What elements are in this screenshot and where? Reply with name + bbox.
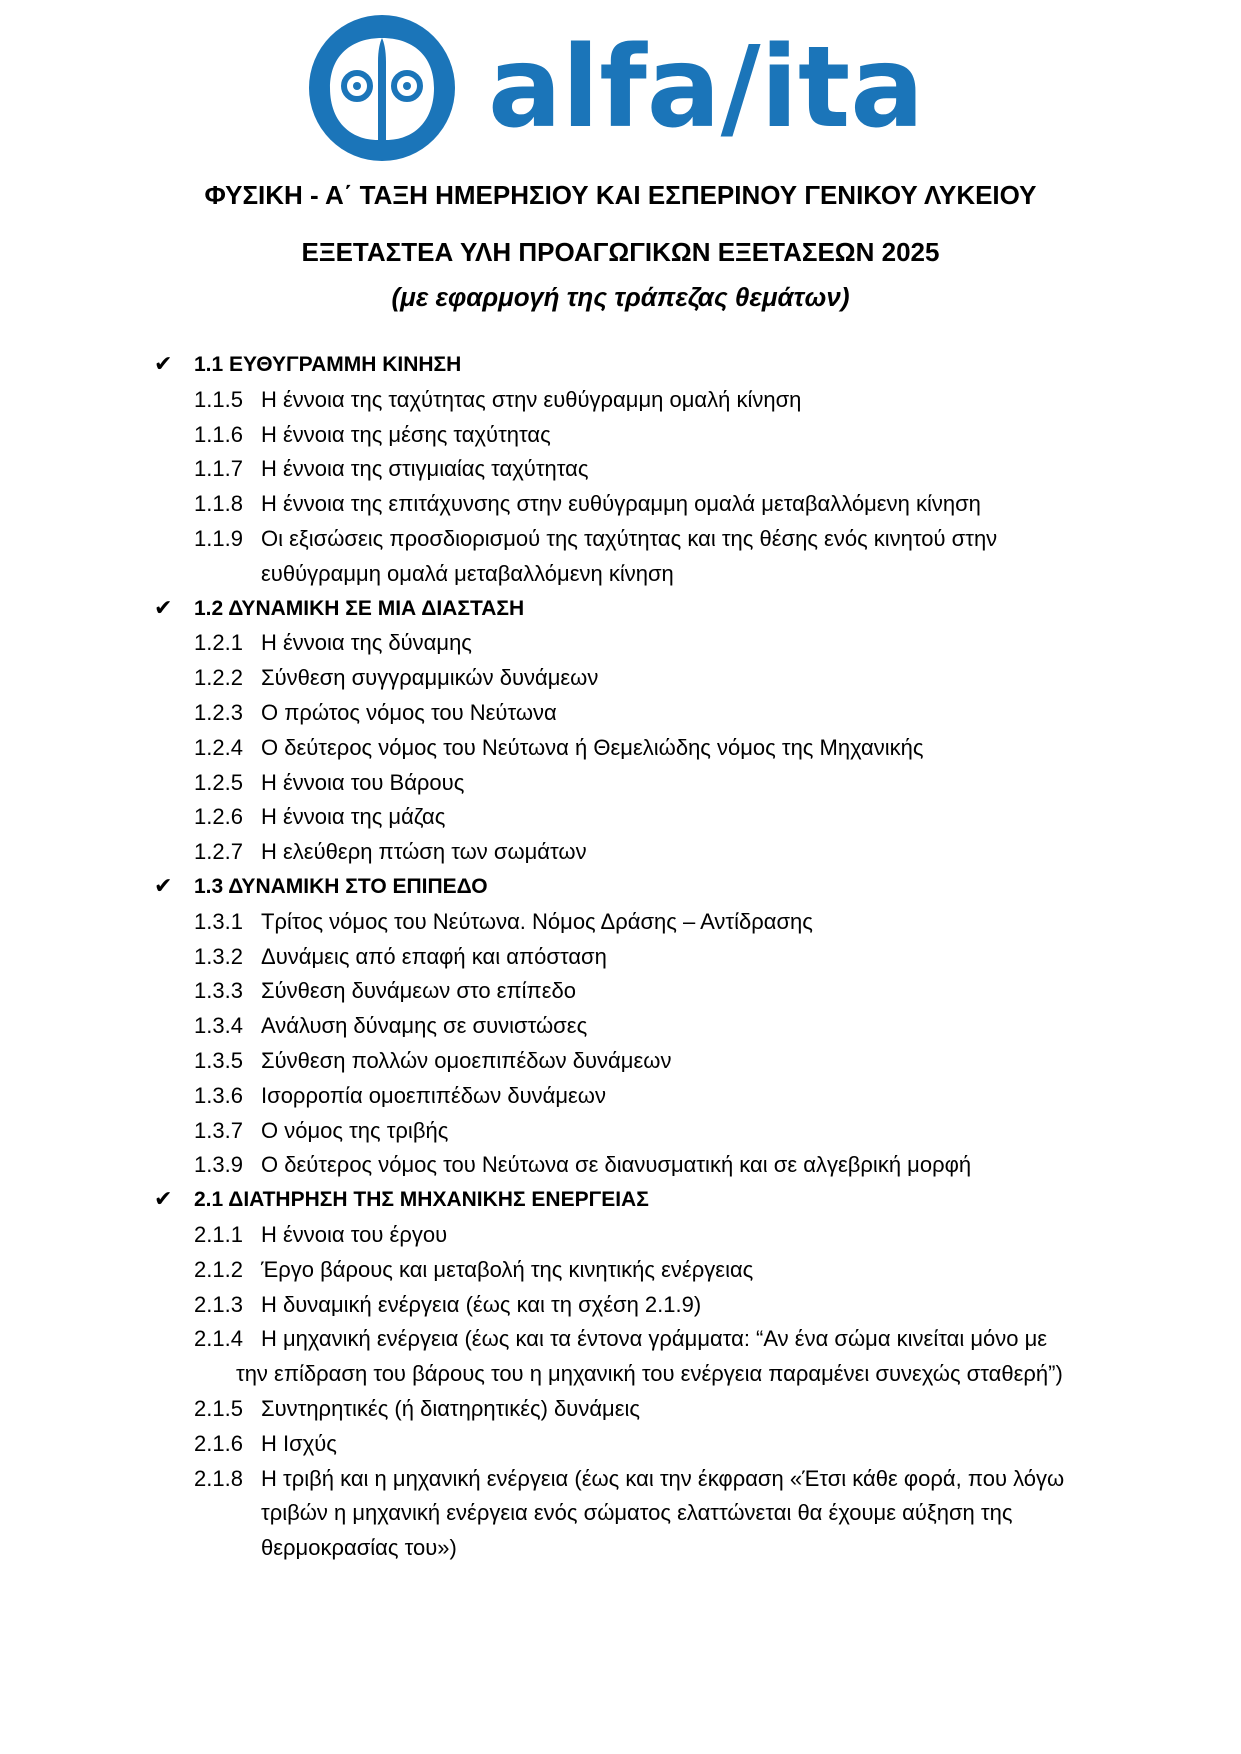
item-number: 1.2.4	[194, 735, 243, 760]
item-number: 2.1.3	[194, 1292, 243, 1317]
item-text: Η Ισχύς	[261, 1431, 337, 1456]
item-number: 1.3.5	[194, 1048, 243, 1073]
check-mark-icon: ✔	[154, 874, 173, 899]
item-number: 1.2.5	[194, 770, 243, 795]
item-number: 1.1.8	[194, 491, 243, 516]
item-number: 1.2.6	[194, 804, 243, 829]
item-text: Η έννοια της ταχύτητας στην ευθύγραμμη ομαλή κίνηση	[261, 387, 802, 412]
item-number: 1.3.1	[194, 909, 243, 934]
item-text: Η έννοια της μέσης ταχύτητας	[261, 422, 551, 447]
item-number: 1.3.2	[194, 944, 243, 969]
section-heading: 1.1 ΕΥΘΥΓΡΑΜΜΗ ΚΙΝΗΣΗ	[194, 353, 462, 376]
item-text: Ο νόμος της τριβής	[261, 1118, 449, 1143]
document-note: (με εφαρμογή της τράπεζας θεμάτων)	[391, 282, 850, 312]
item-text: Η δυναμική ενέργεια (έως και τη σχέση 2.1.9)	[261, 1292, 702, 1317]
item-text: Συντηρητικές (ή διατηρητικές) δυνάμεις	[261, 1396, 641, 1421]
item-number: 1.3.7	[194, 1118, 243, 1143]
item-number: 2.1.6	[194, 1431, 243, 1456]
item-text-continuation: την επίδραση του βάρους του η μηχανική του ενέργεια παραμένει συνεχώς σταθερή”)	[236, 1361, 1063, 1386]
item-text: Δυνάμεις από επαφή και απόσταση	[261, 944, 607, 969]
item-number: 1.1.6	[194, 422, 243, 447]
item-text: Σύνθεση δυνάμεων στο επίπεδο	[261, 978, 577, 1003]
document-title: ΦΥΣΙΚΗ - Α΄ ΤΑΞΗ ΗΜΕΡΗΣΙΟΥ ΚΑΙ ΕΣΠΕΡΙΝΟΥ ΓΕΝΙΚΟΥ ΛΥΚΕΙΟΥ	[204, 180, 1037, 210]
item-text: Οι εξισώσεις προσδιορισμού της ταχύτητας και της θέσης ενός κινητού στην	[261, 526, 998, 551]
item-text: Η έννοια της δύναμης	[261, 630, 472, 655]
item-text: Σύνθεση συγγραμμικών δυνάμεων	[261, 665, 599, 690]
owl-emblem-icon	[309, 15, 455, 161]
item-number: 1.2.7	[194, 839, 243, 864]
item-text-continuation: τριβών η μηχανική ενέργεια ενός σώματος ελαττώνεται θα έχουμε αύξηση της	[261, 1500, 1013, 1525]
item-text: Η έννοια της μάζας	[261, 804, 446, 829]
item-number: 2.1.2	[194, 1257, 243, 1282]
item-number: 1.1.5	[194, 387, 243, 412]
item-text: Η έννοια της στιγμιαίας ταχύτητας	[261, 456, 589, 481]
item-number: 1.3.3	[194, 978, 243, 1003]
item-text: Ανάλυση δύναμης σε συνιστώσες	[261, 1013, 588, 1038]
item-number: 1.2.1	[194, 630, 243, 655]
section-heading: 2.1 ΔΙΑΤΗΡΗΣΗ ΤΗΣ ΜΗΧΑΝΙΚΗΣ ΕΝΕΡΓΕΙΑΣ	[194, 1188, 649, 1211]
item-number: 1.1.9	[194, 526, 243, 551]
logo-wordmark: alfa/ita	[488, 23, 924, 153]
item-number: 2.1.1	[194, 1222, 243, 1247]
item-text: Ο πρώτος νόμος του Νεύτωνα	[261, 700, 557, 725]
document-subtitle: ΕΞΕΤΑΣΤΕΑ ΥΛΗ ΠΡΟΑΓΩΓΙΚΩΝ ΕΞΕΤΑΣΕΩΝ 2025	[301, 237, 940, 267]
item-number: 1.1.7	[194, 456, 243, 481]
section-heading: 1.3 ΔΥΝΑΜΙΚΗ ΣΤΟ ΕΠΙΠΕΔΟ	[194, 875, 488, 898]
item-text: Η έννοια της επιτάχυνσης στην ευθύγραμμη ομαλά μεταβαλλόμενη κίνηση	[261, 491, 981, 516]
item-number: 1.2.3	[194, 700, 243, 725]
item-number: 1.3.4	[194, 1013, 243, 1038]
item-text: Τρίτος νόμος του Νεύτωνα. Νόμος Δράσης – Αντίδρασης	[261, 909, 813, 934]
check-mark-icon: ✔	[154, 352, 173, 377]
item-text: Ο δεύτερος νόμος του Νεύτωνα σε διανυσματική και σε αλγεβρική μορφή	[261, 1152, 972, 1177]
item-text-continuation: θερμοκρασίας του»)	[261, 1535, 457, 1560]
item-text: Η έννοια του έργου	[261, 1222, 448, 1247]
item-text: Σύνθεση πολλών ομοεπιπέδων δυνάμεων	[261, 1048, 672, 1073]
item-text: Έργο βάρους και μεταβολή της κινητικής ενέργειας	[261, 1257, 754, 1282]
item-number: 1.3.6	[194, 1083, 243, 1108]
item-number: 2.1.4	[194, 1326, 243, 1351]
check-mark-icon: ✔	[154, 596, 173, 621]
item-text: Ο δεύτερος νόμος του Νεύτωνα ή Θεμελιώδης νόμος της Μηχανικής	[261, 735, 924, 760]
item-number: 2.1.8	[194, 1466, 243, 1491]
item-number: 1.2.2	[194, 665, 243, 690]
item-number: 1.3.9	[194, 1152, 243, 1177]
item-text: Ισορροπία ομοεπιπέδων δυνάμεων	[261, 1083, 606, 1108]
alfavita-logo	[0, 0, 1241, 165]
check-mark-icon: ✔	[154, 1187, 173, 1212]
item-text: Η τριβή και η μηχανική ενέργεια (έως και την έκφραση «Έτσι κάθε φορά, που λόγω	[261, 1466, 1065, 1491]
item-text: Η ελεύθερη πτώση των σωμάτων	[261, 839, 587, 864]
item-text: Η μηχανική ενέργεια (έως και τα έντονα γράμματα: “Αν ένα σώμα κινείται μόνο με	[261, 1326, 1048, 1351]
section-heading: 1.2 ΔΥΝΑΜΙΚΗ ΣΕ ΜΙΑ ΔΙΑΣΤΑΣΗ	[194, 597, 525, 620]
item-text-continuation: ευθύγραμμη ομαλά μεταβαλλόμενη κίνηση	[261, 561, 674, 586]
item-number: 2.1.5	[194, 1396, 243, 1421]
item-text: Η έννοια του Βάρους	[261, 770, 465, 795]
